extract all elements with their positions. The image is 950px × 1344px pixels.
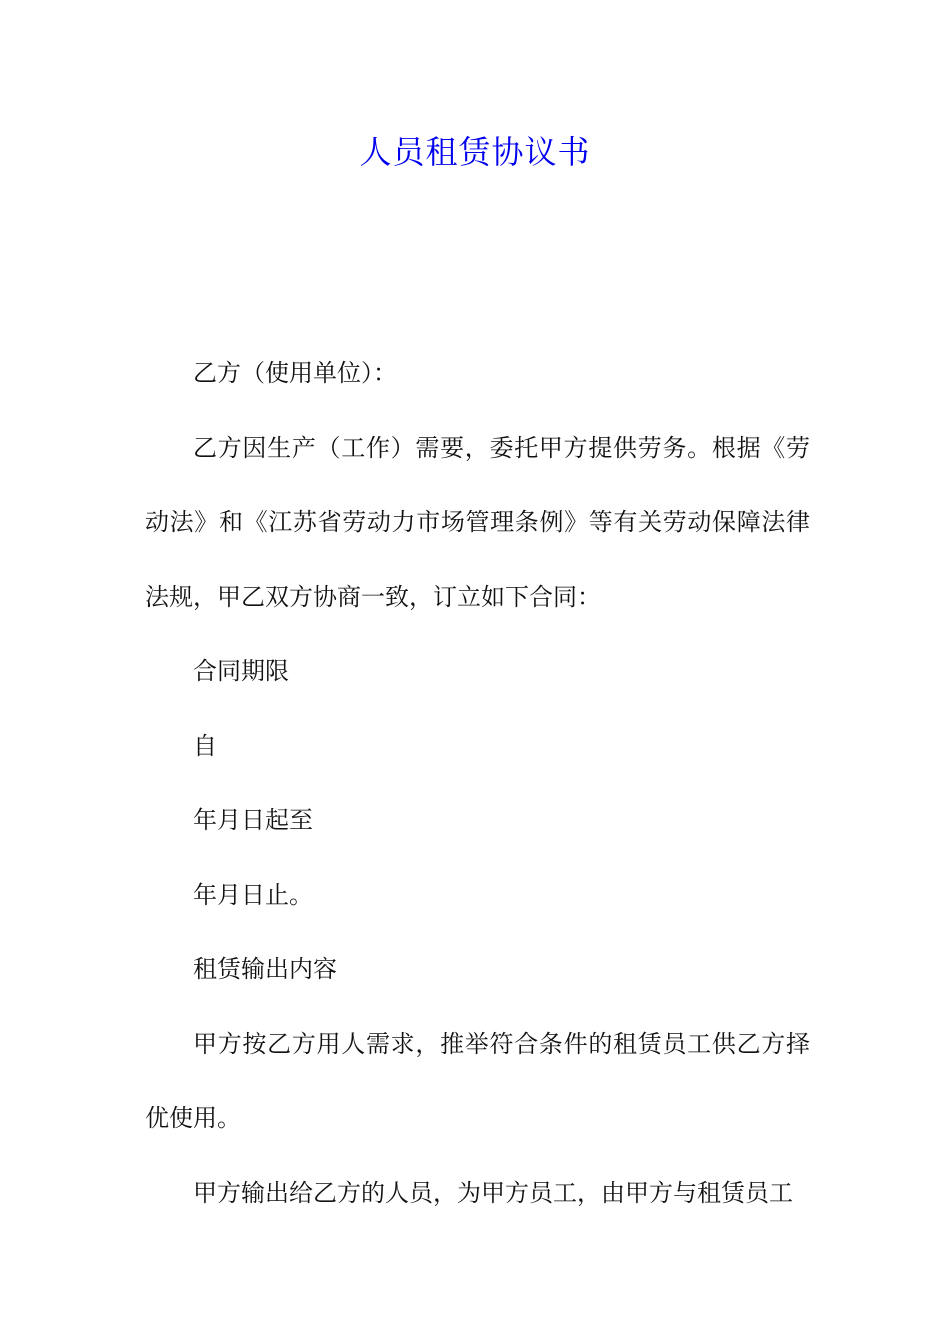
document-title: 人员租赁协议书 bbox=[359, 133, 591, 171]
paragraph-party-b: 乙方（使用单位）： bbox=[193, 359, 397, 387]
document-body bbox=[145, 336, 810, 1230]
paragraph-content-heading: 租赁输出内容 bbox=[193, 955, 337, 983]
paragraph-content-2: 甲方输出给乙方的人员，为甲方员工，由甲方与租赁员工 bbox=[193, 1178, 793, 1207]
paragraph-preamble: 乙方因生产（工作）需要，委托甲方提供劳务。根据《劳动法》和《江苏省劳动力市场管理条例》等有关劳动保障法律法规，甲乙双方协商一致，订立如下合同： bbox=[145, 433, 810, 611]
paragraph-term-start: 年月日起至 bbox=[193, 806, 313, 834]
paragraph-term-from: 自 bbox=[193, 731, 217, 760]
paragraph-term-heading: 合同期限 bbox=[193, 657, 289, 685]
paragraph-content-1: 甲方按乙方用人需求，推举符合条件的租赁员工供乙方择优使用。 bbox=[145, 1029, 810, 1132]
paragraph-term-end: 年月日止。 bbox=[193, 880, 313, 909]
